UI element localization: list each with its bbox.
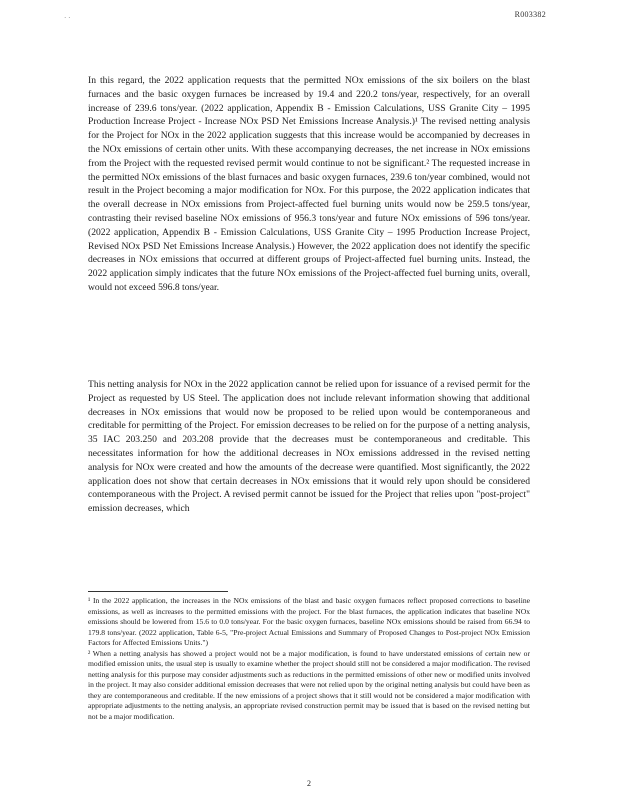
footnote-2: ² When a netting analysis has showed a project would not be a major modification, is found to have understated emissions of certain new or modified emission units, the usual step is usually to examine whether the project should still not be considered a major modification. The revised netting analysis for this purpose may consider adjustments such as reductions in the permitted emissions of other new or modified units involved in the project. It may also consider additional emission decreases that were not relied upon by the original netting analysis but could have been as they are contemporaneous and creditable. If the new emissions of a project shows that it still would not be considered a major modification with appropriate adjustments to the netting analysis, an appropriate revised construction permit may be issued that is based on the revised netting but not be a major modification. xyxy=(88,648,530,721)
corner-mark: · · xyxy=(64,14,71,22)
footnote-1: ¹ In the 2022 application, the increases in the NOx emissions of the blast and basic oxygen furnaces reflect proposed corrections to baseline emissions, as well as increases to the permitted emissions with the project. For the blast furnaces, the application indicates that baseline NOx emissions should be lowered from 15.6 to 0.0 tons/year. For the basic oxygen furnaces, baseline NOx emissions should be raised from 66.94 to 179.8 tons/year. (2022 application, Table 6-5, "Pre-project Actual Emissions and Summary of Proposed Changes to Post-project NOx Emission Factors for Affected Emissions Units.") xyxy=(88,596,530,647)
page-number: 2 xyxy=(307,779,311,788)
body-paragraph-2: This netting analysis for NOx in the 2022 application cannot be relied upon for issuance of a revised permit for the Project as requested by US Steel. The application does not include relevant information showing that additional decreases in NOx emissions that would now be proposed to be relied upon would be contemporaneous and creditable for permitting of the Project. For emission decreases to be relied on for the purpose of a netting analysis, 35 IAC 203.250 and 203.208 provide that the decreases must be contemporaneous and creditable. This necessitates information for how the additional decreases in NOx emissions addressed in the revised netting analysis for NOx were created and how the amounts of the decrease were quantified. Most significantly, the 2022 application does not show that certain decreases in NOx emissions that it would rely upon should be considered contemporaneous with the Project. A revised permit cannot be issued for the Project that relies upon "post-project" emission decreases, which xyxy=(88,379,530,515)
body-paragraph-1: In this regard, the 2022 application requests that the permitted NOx emissions of the six boilers on the blast furnaces and the basic oxygen furnaces be increased by 19.4 and 220.2 tons/year, respectively, for an overall increase of 239.6 tons/year. (2022 application, Appendix B - Emission Calculations, USS Granite City – 1995 Production Increase Project - Increase NOx PSD Net Emissions Increase Analysis.)¹ The revised netting analysis for the Project for NOx in the 2022 application suggests that this increase would be accompanied by decreases in the NOx emissions of certain other units. With these accompanying decreases, the net increase in NOx emissions from the Project with the requested revised permit would continue to not be significant.² The requested increase in the permitted NOx emissions of the blast furnaces and basic oxygen furnaces, 239.6 ton/year combined, would not result in the Project becoming a major modification for NOx. For this purpose, the 2022 application indicates that the overall decrease in NOx emissions from Project-affected fuel burning units would now be 259.5 tons/year, contrasting their revised baseline NOx emissions of 956.3 tons/year and future NOx emissions of 596 tons/year. (2022 application, Appendix B - Emission Calculations, USS Granite City – 1995 Production Increase Project, Revised NOx PSD Net Emissions Increase Analysis.) However, the 2022 application does not identify the specific decreases in NOx emissions that occurred at different groups of Project-affected fuel burning units. Instead, the 2022 application simply indicates that the future NOx emissions of the Project-affected fuel burning units, overall, would not exceed 596.8 tons/year. xyxy=(88,75,530,293)
bates-number: R003382 xyxy=(514,10,546,19)
footnotes xyxy=(88,596,530,722)
footnote-divider xyxy=(88,591,228,592)
